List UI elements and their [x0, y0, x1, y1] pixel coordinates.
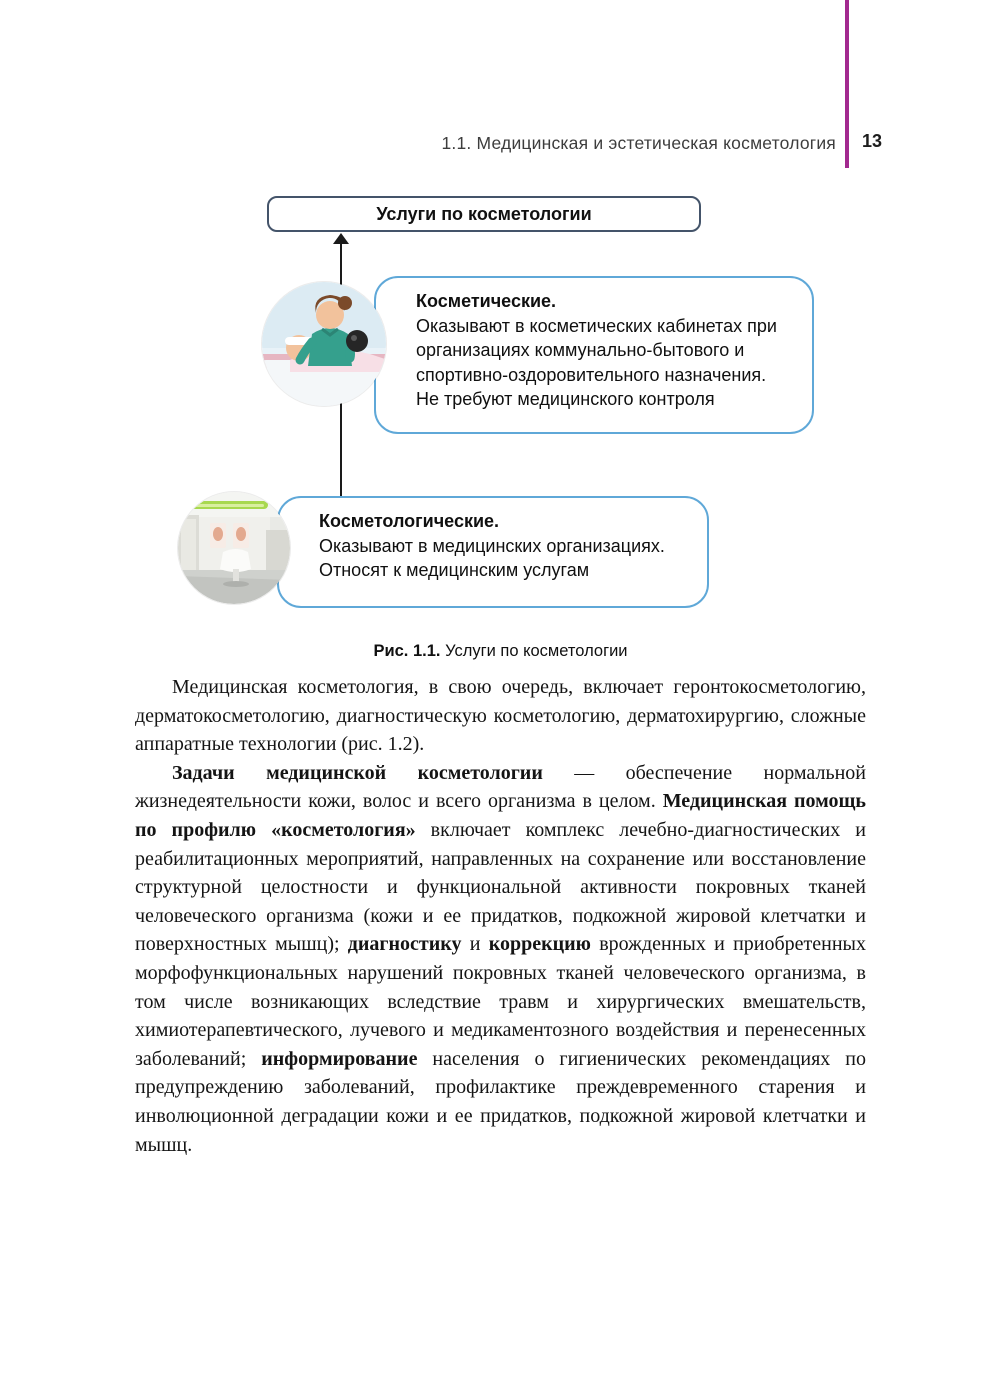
figure-node-cosmetic	[374, 276, 814, 434]
figure-root-box	[267, 196, 701, 232]
bold-medical-care: Медицинская помощь по профилю «косметология»	[135, 790, 866, 841]
text-segment: населения о гигиенических рекомендациях по предупреждению заболеваний, профилактике преждевременного старения и инволюционной деградации кожи и ее придатков, подкожной жировой клетчатки и мышц.	[135, 1047, 866, 1156]
clinic-interior-svg	[178, 492, 290, 604]
header-accent-rule	[845, 0, 849, 168]
text-segment: врожденных и приобретенных морфофункциональных нарушений покровных тканей человеческого организма, в том числе возникающих вследствие травм и хирургических вмешательств, химиотерапевтического, лучевого и медикаментозного воздействия и перенесенных заболеваний;	[135, 933, 866, 1070]
cosmetic-treatment-illustration	[262, 282, 386, 406]
figure-caption-label: Рис. 1.1.	[373, 642, 441, 660]
clinic-interior-photo	[178, 492, 290, 604]
bold-tasks-lead: Задачи медицинской косметологии	[172, 761, 543, 784]
page-number: 13	[862, 131, 883, 151]
figure-node-cosmetic-text: Оказывают в косметических кабинетах при организациях коммунально-бытового и спортивно-оздоровительного назначения. Не требуют медицинского контроля	[416, 315, 777, 409]
figure-node-cosmetological	[277, 496, 709, 608]
figure-node-cosmetological-title: Косметологические.	[319, 511, 500, 531]
bold-diagnostics: диагностику	[347, 933, 462, 956]
text-segment: и	[461, 933, 489, 956]
bold-informing: информирование	[261, 1047, 418, 1070]
cosmetic-treatment-svg	[262, 282, 386, 406]
running-header-title: 1.1. Медицинская и эстетическая косметология	[441, 133, 836, 153]
figure-root-label: Услуги по косметологии	[376, 203, 592, 224]
text-segment: включает комплекс лечебно-диагностических и реабилитационных мероприятий, направленных на сохранение или восстановление структурной целостности и функциональной активности покровных тканей человеческого организма (кожи и ее придатков, подкожной жировой клетчатки и поверхностных мышц);	[135, 818, 866, 956]
figure-node-cosmetic-title: Косметические.	[416, 291, 557, 311]
paragraph-2	[135, 759, 866, 1159]
figure-caption	[135, 642, 866, 661]
paragraph-1: Медицинская косметология, в свою очередь, включает геронтокосметологию, дерматокосметологию, диагностическую косметологию, дерматохирургию, сложные аппаратные технологии (рис. 1.2).	[135, 676, 866, 756]
body-text	[135, 673, 866, 1159]
text-segment: — обеспечение нормальной жизнедеятельности кожи, волос и всего организма в целом.	[135, 761, 866, 813]
figure-node-cosmetological-text: Оказывают в медицинских организациях. Относят к медицинским услугам	[319, 535, 665, 580]
bold-correction: коррекцию	[488, 933, 591, 956]
figure-caption-text: Услуги по косметологии	[440, 642, 628, 660]
